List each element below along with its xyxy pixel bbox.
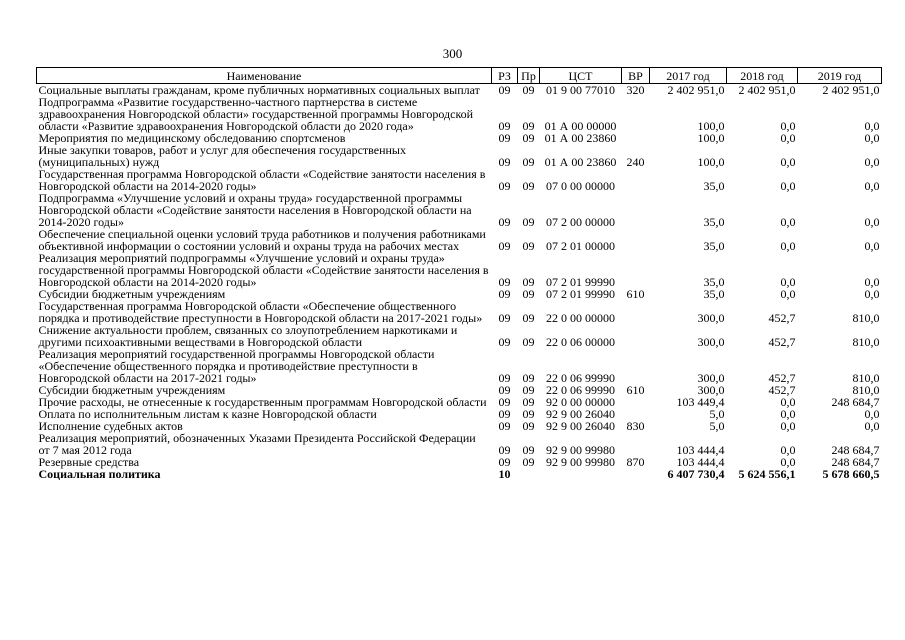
- cell-name: Снижение актуальности проблем, связанных со злоупотреблением наркотиками и другими психоактивными веществами в Новгородской области: [38, 323, 458, 349]
- cell-2018: 0,0: [780, 455, 796, 469]
- cell-2017: 300,0: [697, 335, 725, 349]
- cell-2019: 0,0: [864, 239, 880, 253]
- cell-2019: 810,0: [852, 383, 880, 397]
- cell-2018: 0,0: [780, 119, 796, 133]
- cell-2019: 0,0: [864, 275, 880, 289]
- cell-rz: 09: [498, 155, 511, 169]
- cell-2018: 452,7: [768, 383, 796, 397]
- cell-2018: 0,0: [780, 155, 796, 169]
- cell-name: Субсидии бюджетным учреждениям: [38, 383, 226, 397]
- cell-pr: 09: [522, 275, 535, 289]
- cell-rz: 09: [498, 239, 511, 253]
- table-row: [37, 432, 882, 456]
- cell-2019: 248 684,7: [831, 455, 880, 469]
- cell-pr: 09: [522, 443, 535, 457]
- table-row: [37, 192, 882, 228]
- table-row: [37, 168, 882, 192]
- cell-pr: 09: [522, 239, 535, 253]
- cell-cst: 07 0 00 00000: [546, 179, 615, 193]
- cell-vr: [622, 300, 650, 324]
- cell-2017: 103 449,4: [676, 395, 725, 409]
- cell-name: Субсидии бюджетным учреждениям: [38, 287, 226, 301]
- cell-2018: 0,0: [780, 179, 796, 193]
- table-row: [37, 252, 882, 288]
- cell-2019: 0,0: [864, 287, 880, 301]
- cell-2018: 0,0: [780, 395, 796, 409]
- cell-cst: 22 0 06 00000: [546, 335, 615, 349]
- cell-pr: [518, 468, 540, 480]
- cell-cst: 01 А 00 23860: [544, 131, 617, 145]
- cell-2018: 5 624 556,1: [738, 467, 796, 481]
- cell-pr: 09: [522, 371, 535, 385]
- cell-cst: 01 А 00 00000: [544, 119, 617, 133]
- table-row: [37, 324, 882, 348]
- cell-cst: 07 2 01 00000: [546, 239, 615, 253]
- cell-pr: 09: [522, 155, 535, 169]
- cell-cst: 01 А 00 23860: [544, 155, 617, 169]
- cell-name: Социальная политика: [38, 467, 161, 481]
- cell-2019: 248 684,7: [831, 395, 880, 409]
- cell-2018: 0,0: [780, 287, 796, 301]
- cell-pr: 09: [522, 119, 535, 133]
- table-row: [37, 96, 882, 132]
- cell-name: Оплата по исполнительным листам к казне Новгородской области: [38, 407, 377, 421]
- cell-cst: 92 0 00 00000: [546, 395, 615, 409]
- cell-name: Резервные средства: [38, 455, 140, 469]
- cell-cst: 07 2 01 99990: [546, 287, 615, 301]
- cell-cst: [540, 468, 622, 480]
- cell-name: Мероприятия по медицинскому обследованию спортсменов: [38, 131, 346, 145]
- cell-2017: 2 402 951,0: [667, 83, 725, 97]
- cell-2018: 0,0: [780, 419, 796, 433]
- table-row: [37, 228, 882, 252]
- cell-name: Реализация мероприятий подпрограммы «Улучшение условий и охраны труда» государственной программы Новгородской области «Содействие занятости населения в Новгородской области на 2014-2020 годы»: [38, 251, 489, 289]
- cell-vr: [622, 228, 650, 252]
- cell-vr: [622, 468, 650, 480]
- cell-2017: 35,0: [703, 275, 725, 289]
- cell-vr: [622, 432, 650, 456]
- cell-pr: 09: [522, 311, 535, 325]
- cell-rz: 09: [498, 407, 511, 421]
- cell-rz: 09: [498, 215, 511, 229]
- cell-2019: 810,0: [852, 311, 880, 325]
- cell-cst: 07 2 00 00000: [546, 215, 615, 229]
- cell-name: Государственная программа Новгородской области «Содействие занятости населения в Новгородской области на 2014-2020 годы»: [38, 167, 486, 193]
- cell-name: Прочие расходы, не отнесенные к государственным программам Новгородской области: [38, 395, 487, 409]
- cell-2017: 300,0: [697, 371, 725, 385]
- cell-rz: 09: [498, 119, 511, 133]
- cell-2019: 5 678 660,5: [822, 467, 880, 481]
- cell-pr: 09: [522, 335, 535, 349]
- cell-vr: [622, 252, 650, 288]
- cell-rz: 09: [498, 383, 511, 397]
- cell-2017: 35,0: [703, 215, 725, 229]
- cell-name: Иные закупки товаров, работ и услуг для обеспечения государственных (муниципальных) нужд: [38, 143, 406, 169]
- cell-vr: [622, 396, 650, 408]
- cell-2018: 452,7: [768, 335, 796, 349]
- cell-rz: 09: [498, 395, 511, 409]
- cell-rz: 10: [498, 467, 511, 481]
- cell-2018: 2 402 951,0: [738, 83, 796, 97]
- cell-vr: 610: [626, 287, 645, 301]
- cell-name: Реализация мероприятий, обозначенных Указами Президента Российской Федерации от 7 мая 2012 года: [38, 431, 476, 457]
- cell-name: Исполнение судебных актов: [38, 419, 183, 433]
- cell-pr: 09: [522, 83, 535, 97]
- cell-rz: 09: [498, 179, 511, 193]
- col-header-cst: ЦСТ: [540, 68, 622, 84]
- cell-pr: 09: [522, 179, 535, 193]
- col-header-2019: 2019 год: [798, 68, 882, 84]
- budget-table: [36, 67, 882, 480]
- table-row: [37, 468, 882, 480]
- cell-2019: 810,0: [852, 371, 880, 385]
- cell-pr: 09: [522, 419, 535, 433]
- cell-2018: 0,0: [780, 275, 796, 289]
- cell-name: Социальные выплаты гражданам, кроме публичных нормативных социальных выплат: [38, 83, 480, 97]
- cell-2017: 103 444,4: [676, 443, 725, 457]
- cell-2017: 35,0: [703, 179, 725, 193]
- cell-2018: 452,7: [768, 311, 796, 325]
- cell-2017: 5,0: [709, 419, 725, 433]
- cell-2018: 0,0: [780, 215, 796, 229]
- cell-2018: 0,0: [780, 443, 796, 457]
- cell-rz: 09: [498, 311, 511, 325]
- cell-cst: 92 9 00 26040: [546, 419, 615, 433]
- col-header-rz: РЗ: [492, 68, 518, 84]
- table-row: [37, 300, 882, 324]
- table-row: [37, 348, 882, 384]
- cell-rz: 09: [498, 443, 511, 457]
- cell-cst: 92 9 00 99980: [546, 455, 615, 469]
- table-row: [37, 144, 882, 168]
- cell-2017: 35,0: [703, 287, 725, 301]
- col-header-vr: ВР: [622, 68, 650, 84]
- cell-rz: 09: [498, 275, 511, 289]
- cell-2017: 35,0: [703, 239, 725, 253]
- cell-2017: 103 444,4: [676, 455, 725, 469]
- cell-cst: 92 9 00 99980: [546, 443, 615, 457]
- col-header-2018: 2018 год: [727, 68, 798, 84]
- cell-vr: [622, 348, 650, 384]
- cell-2017: 300,0: [697, 383, 725, 397]
- cell-2017: 100,0: [697, 155, 725, 169]
- cell-2017: 100,0: [697, 131, 725, 145]
- cell-2019: 0,0: [864, 215, 880, 229]
- col-header-name: Наименование: [37, 68, 492, 84]
- cell-pr: 09: [522, 383, 535, 397]
- cell-cst: 22 0 06 99990: [546, 371, 615, 385]
- cell-2017: 5,0: [709, 407, 725, 421]
- cell-cst: 01 9 00 77010: [546, 83, 615, 97]
- cell-vr: [622, 132, 650, 144]
- cell-cst: 07 2 01 99990: [546, 275, 615, 289]
- table-header-row: [37, 68, 882, 84]
- cell-rz: 09: [498, 371, 511, 385]
- cell-vr: 240: [626, 155, 645, 169]
- cell-cst: 22 0 06 99990: [546, 383, 615, 397]
- cell-pr: 09: [522, 215, 535, 229]
- cell-vr: [622, 324, 650, 348]
- cell-name: Государственная программа Новгородской области «Обеспечение общественного порядка и противодействие преступности в Новгородской области на 2017-2021 годы»: [38, 299, 483, 325]
- cell-pr: 09: [522, 131, 535, 145]
- cell-vr: 870: [626, 455, 645, 469]
- cell-cst: 92 9 00 26040: [546, 407, 615, 421]
- cell-name: Обеспечение специальной оценки условий труда работников и получения работниками объективной информации о состоянии условий и охраны труда на рабочих местах: [38, 227, 486, 253]
- cell-2018: 452,7: [768, 371, 796, 385]
- cell-rz: 09: [498, 335, 511, 349]
- cell-vr: 830: [626, 419, 645, 433]
- cell-vr: [622, 192, 650, 228]
- cell-2018: 0,0: [780, 239, 796, 253]
- cell-name: Подпрограмма «Улучшение условий и охраны труда» государственной программы Новгородской области «Содействие занятости населения в Новгородской области на 2014-2020 годы»: [38, 191, 472, 229]
- cell-rz: 09: [498, 131, 511, 145]
- cell-name: Реализация мероприятий государственной программы Новгородской области «Обеспечение общественного порядка и противодействие преступности в Новгородской области на 2017-2021 годы»: [38, 347, 435, 385]
- cell-vr: 610: [626, 383, 645, 397]
- col-header-2017: 2017 год: [650, 68, 727, 84]
- cell-pr: 09: [522, 407, 535, 421]
- cell-2019: 0,0: [864, 155, 880, 169]
- cell-2019: 810,0: [852, 335, 880, 349]
- cell-2019: 0,0: [864, 407, 880, 421]
- cell-2019: 248 684,7: [831, 443, 880, 457]
- cell-rz: 09: [498, 287, 511, 301]
- cell-pr: 09: [522, 287, 535, 301]
- cell-2017: 300,0: [697, 311, 725, 325]
- cell-rz: 09: [498, 419, 511, 433]
- cell-pr: 09: [522, 395, 535, 409]
- cell-vr: [622, 168, 650, 192]
- cell-2019: 0,0: [864, 179, 880, 193]
- cell-2018: 0,0: [780, 407, 796, 421]
- cell-2017: 100,0: [697, 119, 725, 133]
- page-number: 300: [442, 46, 463, 61]
- cell-2019: 0,0: [864, 131, 880, 145]
- cell-2019: 0,0: [864, 419, 880, 433]
- cell-2017: 6 407 730,4: [667, 467, 725, 481]
- cell-pr: 09: [522, 455, 535, 469]
- cell-vr: 320: [626, 83, 645, 97]
- cell-2019: 2 402 951,0: [822, 83, 880, 97]
- col-header-pr: Пр: [518, 68, 540, 84]
- cell-rz: 09: [498, 455, 511, 469]
- cell-name: Подпрограмма «Развитие государственно-частного партнерства в системе здравоохранения Новгородской области» государственной программы Новгородской области «Развитие здравоохранения Новгородской области до 2020 года»: [38, 95, 474, 133]
- cell-2019: 0,0: [864, 119, 880, 133]
- cell-vr: [622, 96, 650, 132]
- cell-rz: 09: [498, 83, 511, 97]
- cell-2018: 0,0: [780, 131, 796, 145]
- cell-cst: 22 0 00 00000: [546, 311, 615, 325]
